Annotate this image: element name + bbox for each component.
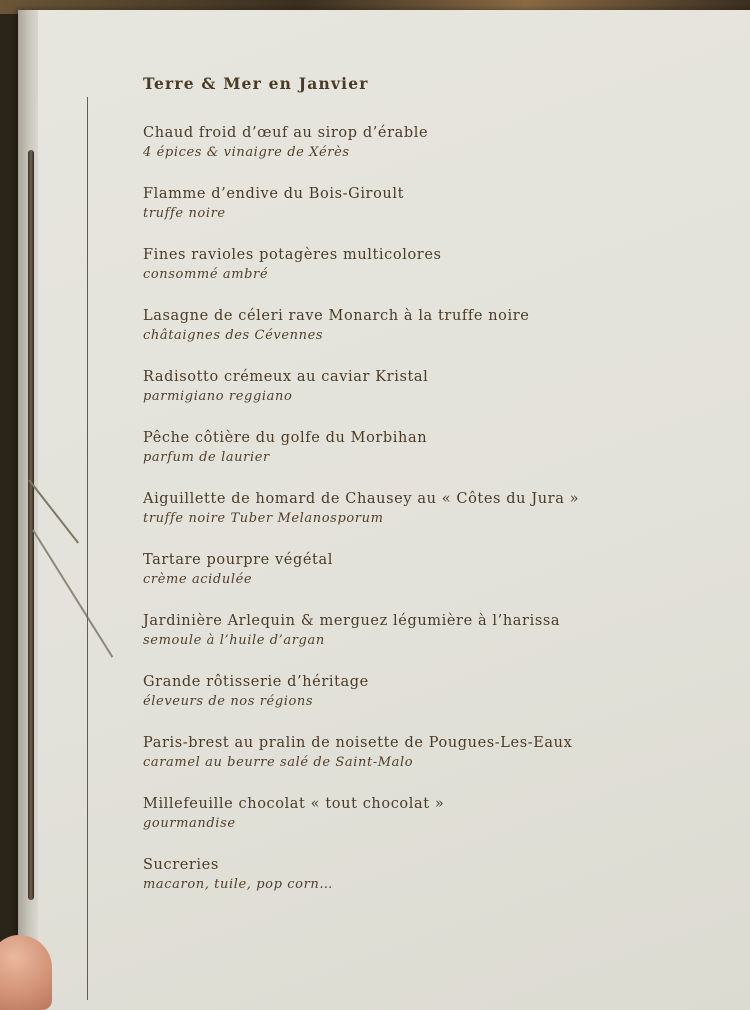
course-description: semoule à l’huile d’argan [143,633,325,648]
course-name: Millefeuille chocolat « tout chocolat » [143,796,445,812]
course-description: caramel au beurre salé de Saint-Malo [143,755,414,770]
course-description: parfum de laurier [143,450,270,465]
course-item [143,428,723,468]
course-item [143,184,723,224]
course-name: Radisotto crémeux au caviar Kristal [143,369,429,385]
course-item [143,855,723,895]
course-name: Lasagne de céleri rave Monarch à la truffe noire [143,308,530,324]
course-description: 4 épices & vinaigre de Xérès [143,145,350,160]
course-item [143,550,723,590]
course-item [143,489,723,529]
course-description: gourmandise [143,816,236,831]
course-description: consommé ambré [143,267,269,282]
course-name: Pêche côtière du golfe du Morbihan [143,430,428,446]
course-description: truffe noire Tuber Melanosporum [143,511,384,526]
menu-content [143,74,723,916]
vertical-margin-rule [87,97,88,1000]
course-item [143,367,723,407]
course-name: Fines ravioles potagères multicolores [143,247,442,263]
course-item [143,611,723,651]
course-item [143,306,723,346]
course-name: Paris-brest au pralin de noisette de Pougues-Les-Eaux [143,735,573,751]
course-description: macaron, tuile, pop corn… [143,877,333,892]
course-description: crème acidulée [143,572,253,587]
course-name: Aiguillette de homard de Chausey au « Côtes du Jura » [143,491,580,507]
course-item [143,733,723,773]
course-item [143,672,723,712]
course-item [143,245,723,285]
course-name: Sucreries [143,857,219,873]
course-item [143,123,723,163]
course-description: châtaignes des Cévennes [143,328,324,343]
holding-thumb [0,935,52,1010]
course-description: éleveurs de nos régions [143,694,314,709]
menu-title: Terre & Mer en Janvier [143,74,369,93]
course-name: Flamme d’endive du Bois-Giroult [143,186,405,202]
course-name: Jardinière Arlequin & merguez légumière à l’harissa [143,613,561,629]
course-name: Tartare pourpre végétal [143,552,333,568]
course-name: Grande rôtisserie d’héritage [143,674,369,690]
binding-cord [28,150,34,900]
course-item [143,794,723,834]
course-name: Chaud froid d’œuf au sirop d’érable [143,125,429,141]
course-description: truffe noire [143,206,226,221]
tassel-string-long [32,529,113,657]
course-description: parmigiano reggiano [143,389,293,404]
